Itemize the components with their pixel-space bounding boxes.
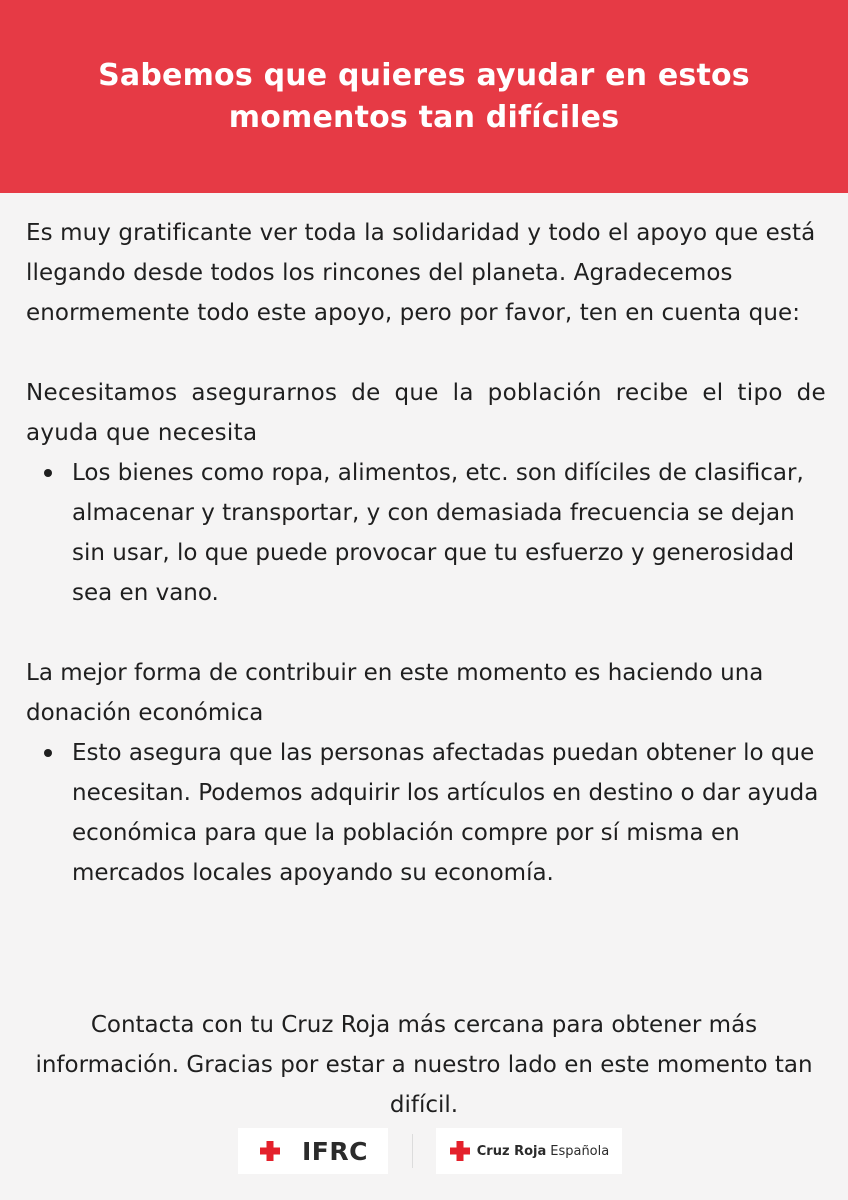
ifrc-logo-text: IFRC	[302, 1136, 368, 1166]
header-banner	[0, 0, 848, 193]
red-cross-icon	[449, 1140, 471, 1162]
section-heading-donation: La mejor forma de contribuir en este momento es haciendo una donación económica	[26, 660, 764, 726]
list-item	[72, 453, 826, 613]
main-content	[26, 213, 826, 893]
cruz-roja-logo	[436, 1128, 622, 1174]
bullet-icon	[44, 749, 52, 757]
cruz-roja-bold-text: Cruz Roja	[476, 1143, 547, 1159]
page-title: Sabemos que quieres ayudar en estos momentos tan difíciles	[98, 57, 750, 135]
closing-message: Contacta con tu Cruz Roja más cercana para obtener más información. Gracias por estar a nuestro lado en este momento tan difícil.	[35, 1012, 813, 1118]
intro-paragraph: Es muy gratificante ver toda la solidaridad y todo el apoyo que está llegando desde todos los rincones del planeta. Agradecemos enormemente todo este apoyo, pero por favor, ten en cuenta que:	[26, 220, 816, 326]
list-item	[72, 733, 826, 893]
logo-bar	[0, 1128, 848, 1174]
cruz-roja-text: Española	[550, 1143, 610, 1159]
bullet-text: Esto asegura que las personas afectadas puedan obtener lo que necesitan. Podemos adquirir los artículos en destino o dar ayuda económica para que la población compre por sí misma en mercados locales apoyando su economía.	[72, 740, 819, 886]
bullet-list-needs	[26, 453, 826, 613]
ifrc-cross-crescent-icon	[258, 1138, 298, 1164]
bullet-text: Los bienes como ropa, alimentos, etc. son difíciles de clasificar, almacenar y transportar, y con demasiada frecuencia se dejan sin usar, lo que puede provocar que tu esfuerzo y generosidad sea en vano.	[72, 460, 804, 606]
ifrc-logo	[238, 1128, 388, 1174]
bullet-list-donation	[26, 733, 826, 893]
section-heading-needs: Necesitamos asegurarnos de que la población recibe el tipo de ayuda que necesita	[26, 380, 826, 446]
bullet-icon	[44, 469, 52, 477]
logo-divider	[412, 1134, 413, 1168]
